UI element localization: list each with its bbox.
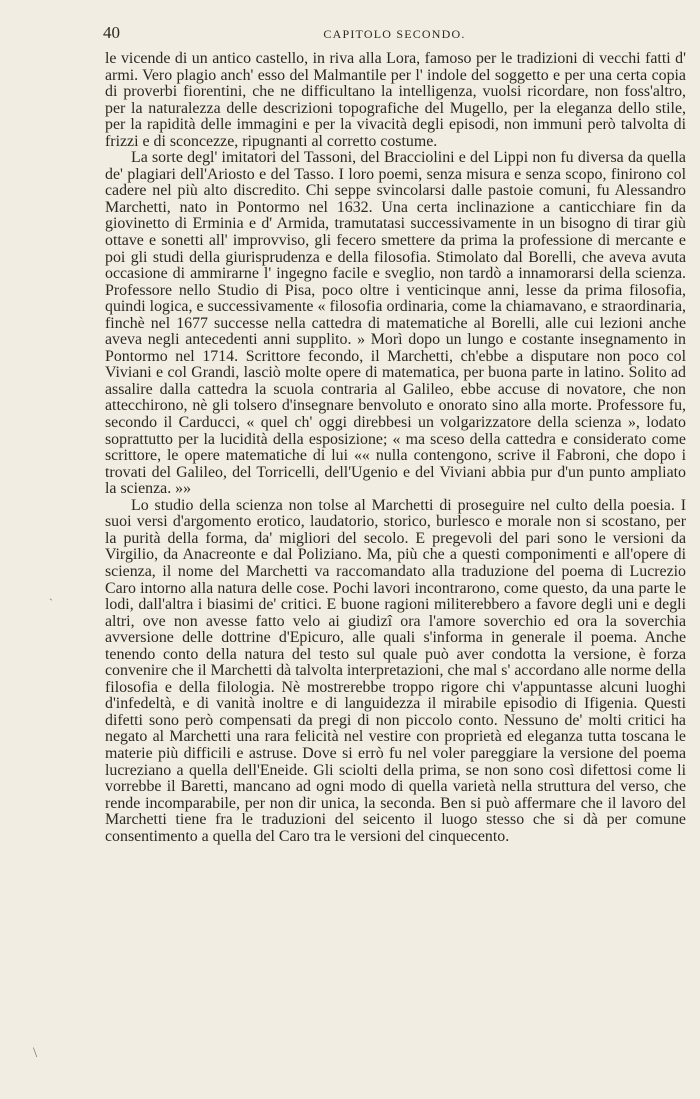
margin-mark: \: [33, 1045, 38, 1061]
page-header: [103, 22, 686, 48]
body-text: [105, 51, 686, 845]
running-head: CAPITOLO SECONDO.: [323, 27, 466, 41]
paragraph-continuation: le vicende di un antico castello, in riva alla Lora, famoso per le tradizioni di vecchi fatti d' armi. Vero plagio anch' esso del Malmantile per l' indole del soggetto e per una certa copia di proverbi fiorentini, che ne difficultano la intelligenza, vuolsi ricordare, non foss'altro, per la naturalezza delle descrizioni topografiche del Mugello, per la eleganza dello stile, per la rapidità delle immagini e per la vivacità degli episodi, non immuni però talvolta di frizzi e di sconcezze, ripugnanti al corretto costume.: [105, 50, 686, 150]
paragraph-marchetti-poetry: Lo studio della scienza non tolse al Marchetti di proseguire nel culto della poesia. I suoi versi d'argomento erotico, laudatorio, storico, burlesco e morale non si scostano, per la purità della forma, da' migliori del secolo. E pregevoli del pari sono le versioni da Virgilio, da Anacreonte e dal Poliziano. Ma, più che a questi componimenti e all'opere di scienza, il nome del Marchetti va raccomandato alla traduzione del poema di Lucrezio Caro intorno alla natura delle cose. Pochi lavori incontrarono, come questo, da una parte le lodi, dall'altra i biasimi de' critici. E buone ragioni militerebbero a favore degli uni e degli altri, ove non avesse fatto velo ai giudizî ora l'amore soverchio ed ora la soverchia avversione delle dottrine d'Epicuro, alle quali s'informa in generale il poema. Anche tenendo conto della natura del testo sul quale può aver condotta la versione, è forza convenire che il Marchetti dà talvolta interpretazioni, che mal s' accordano alle norme della filosofia e della filologia. Nè mostrerebbe troppo rigore chi v'appuntasse alcuni luoghi d'infedeltà, e di vanità inoltre e di languidezza il mirabile episodio di Ifigenia. Questi difetti sono però compensati da pregi di non piccolo conto. Nessuno de' molti critici ha negato al Marchetti una rara felicità nel vestire con proprietà ed eleganza tutta toscana le materie più difficili e astruse. Dove si errò fu nel voler pareggiare la versione del poema lucreziano a quella dell'Eneide. Gli sciolti della prima, se non sono così difettosi come li vorrebbe il Baretti, mancano ad ogni modo di quella varietà nella struttura del verso, che rende incomparabile, per non dir unica, la seconda. Ben si può affermare che il lavoro del Marchetti tiene fra le traduzioni del seicento il luogo stesso che si dà per comune consentimento a quella del Caro tra le versioni del cinquecento.: [105, 496, 686, 845]
paragraph-marchetti-biography: La sorte degl' imitatori del Tassoni, del Bracciolini e del Lippi non fu diversa da quella de' plagiari dell'Ariosto e del Tasso. I loro poemi, senza misura e senza scopo, finirono col cadere nel più alto discredito. Chi seppe svincolarsi dalle pastoie comuni, fu Alessandro Marchetti, nato in Pontormo nel 1632. Una certa inclinazione a canticchiare fin da giovinetto di Erminia e d' Armida, tramutatasi successivamente in un bisogno di tirar giù ottave e sonetti all' improvviso, gli fecero smettere da prima la professione di mercante e poi gli studi della giurisprudenza e della filosofia. Stimolato dal Borelli, che aveva avuta occasione di ammirarne l' ingegno facile e sveglio, non tardò a innamorarsi della scienza. Professore nello Studio di Pisa, poco oltre i venticinque anni, lesse da prima filosofia, quindi logica, e successivamente « filosofia ordinaria, come la chiamavano, e straordinaria, finchè nel 1677 successe nella cattedra di matematiche al Borelli, alle cui lezioni anche aveva negli antecedenti anni supplito. » Morì dopo un lungo e costante insegnamento in Pontormo nel 1714. Scrittore fecondo, il Marchetti, ch'ebbe a disputare non poco col Viviani e col Grandi, lasciò molte opere di matematica, per buona parte in latino. Solito ad assalire dalla cattedra la scuola contraria al Galileo, ebbe accuse di novatore, che non attecchirono, nè gli tolsero d'insegnare benvoluto e onorato sino alla morte. Professore fu, secondo il Carducci, « quel ch' oggi direbbesi un volgarizzatore della scienza », lodato soprattutto per la lucidità della esposizione; « ma sceso della cattedra e considerato come scrittore, le opere matematiche di lui «« nulla contengono, scrive il Fabroni, che dopo i trovati del Galileo, del Torricelli, dell'Ugenio e del Viviani abbia pur d'un punto ampliato la scienza. »»: [105, 149, 686, 498]
page-number: 40: [103, 23, 120, 42]
margin-mark: `: [49, 596, 53, 610]
